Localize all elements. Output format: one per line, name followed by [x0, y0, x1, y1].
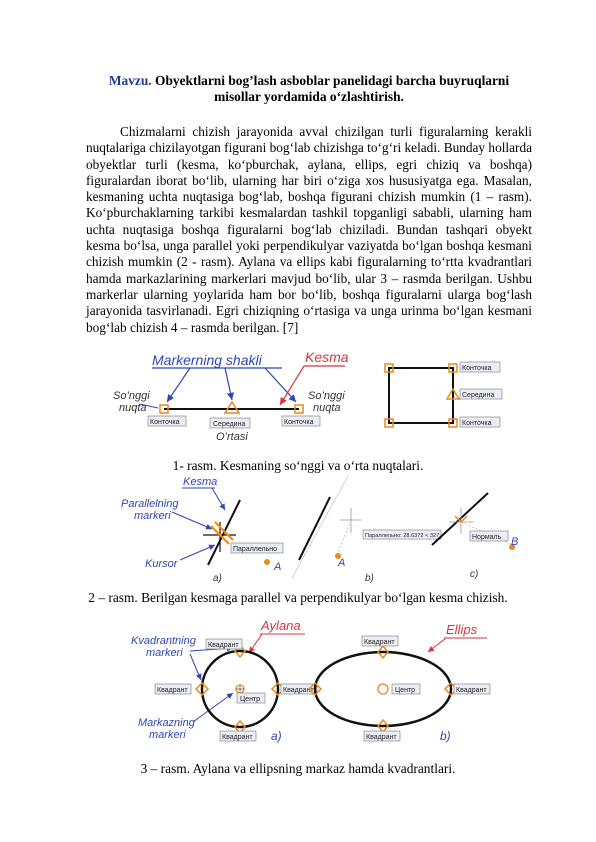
fig3-arrow: [249, 634, 262, 653]
fig2a-point-a-label: A: [274, 561, 282, 573]
fig1-endpoint-left-2: nuqta: [119, 402, 147, 414]
fig1-endpoint-right-1: So’nggi: [308, 390, 345, 402]
fig1-endpoint-right-2: nuqta: [313, 402, 341, 414]
fig2c-normal-tag-text: Нормаль: [472, 534, 502, 541]
fig2c-point-b-label: B: [511, 536, 519, 548]
fig2a-parallel-tag-text: Параллельно: [233, 546, 278, 553]
fig2b-point-a-label: A: [338, 557, 346, 569]
fig1-endpoint-tag-text: Конточка: [150, 419, 180, 426]
fig3-ellipse-center-marker: [378, 684, 388, 694]
fig3-tag-text: Квадрант: [222, 734, 253, 741]
fig2-sub-c: c): [470, 569, 479, 580]
fig3-tag-text: Центр: [240, 696, 261, 703]
fig3-ellipse-label: Ellips: [446, 622, 478, 637]
fig1-square-tag-text: Середина: [462, 392, 495, 399]
title-text: Obyektlarni bog’lash asboblar panelidagi barcha buyruqlarni misollar yordamida o‘zlashtirish.: [155, 73, 510, 104]
fig3-tag-text: Квадрант: [157, 687, 188, 694]
fig1-segment-label: Kesma: [305, 349, 349, 365]
fig3-tag-text: Квадрант: [283, 687, 314, 694]
fig2-segment-label: Kesma: [183, 476, 218, 488]
fig3-arrow: [190, 654, 201, 680]
fig3-ellipse: [315, 652, 451, 726]
fig3-arrow: [193, 693, 233, 722]
fig3-tag-text: Квадрант: [456, 687, 487, 694]
fig1-endpoint-left-1: So’nggi: [113, 390, 150, 402]
body-paragraph: Chizmalarni chizish jarayonida avval chizilgan turli figuralarning kerakli nuqtalariga chizilayotgan figurani bog‘lab chizishga to‘g‘ri keladi. Bunday hollarda obyektlar turli (kesma, ko‘pburchak, aylana, ellips, egri chiziq va boshqa) figuralardan iborat bo‘lib, ularning har biri o‘ziga xos hususiyatga ega. Masalan, kesmaning uchta nuqtasiga bog‘lab, boshqa figurani chizish mumkin (1 – rasm). Ko‘pburchaklarning tarkibi kesmalardan tashkil topganligi sababli, ularning ham uchta nuqtasiga boshqa figuralarni bog‘lab chiziladi. Bundan tashqari obyekt kesma bo‘lsa, unga parallel yoki perpendikulyar vaziyatda bo‘lgan boshqa kesmani chizish mumkin (2 - rasm). Aylana va ellips kabi figuralarning to‘rtta kvadrantlari hamda markazlarining markerlari mavjud bo‘lib, ular 3 – rasmda berilgan. Ushbu markerlar ularning yoylarida ham bor bo‘lib, boshqa figuralarni ularga bog‘lash jarayonida tasvirlanadi. Egri chiziqning o‘rtasiga va unga urinma bo‘lgan kesmani bog‘lab chizish 4 – rasmda berilgan. [7]: [86, 124, 532, 335]
fig2-cursor-label: Kursor: [145, 558, 178, 570]
fig3-tag-text: Квадрант: [208, 642, 239, 649]
fig3-sub-a: a): [271, 729, 282, 743]
fig3-quadrant-marker-1: Kvadrantning: [131, 635, 196, 647]
fig3-sub-b: b): [440, 729, 451, 743]
figure-2-caption: 2 – rasm. Berilgan kesmaga parallel va perpendikulyar bo‘lgan kesma chizish.: [88, 590, 508, 605]
fig1-middle-label: O’rtasi: [216, 431, 248, 443]
fig2-sub-a: a): [213, 573, 222, 584]
fig3-center-marker-1: Markazning: [138, 717, 195, 729]
fig1-square-tag-text: Конточка: [462, 420, 492, 427]
fig1-midpoint-tag-text: Середина: [213, 421, 246, 428]
title-keyword: Mavzu.: [108, 73, 152, 88]
fig2-parallel-marker-1: Parallelning: [121, 498, 179, 510]
fig3-tag-text: Квадрант: [364, 639, 395, 646]
fig2-sub-b: b): [365, 573, 374, 584]
fig3-circle-label: Aylana: [261, 618, 301, 633]
figure-1-caption: 1- rasm. Kesmaning so‘nggi va o‘rta nuqtalari.: [172, 458, 424, 473]
figure-3-caption: 3 – rasm. Aylana va ellipsning markaz hamda kvadrantlari.: [140, 761, 456, 776]
fig3-quadrant-marker-2: markeri: [146, 647, 183, 659]
fig2b-readout-text: Параллельно: 28.6372 < 327: [365, 533, 440, 539]
fig3-tag-text: Квадрант: [366, 734, 397, 741]
fig3-center-marker-2: markeri: [149, 729, 186, 741]
fig2-parallel-marker-2: markeri: [134, 510, 171, 522]
fig3-arrow: [428, 638, 446, 652]
fig3-tag-text: Центр: [395, 687, 416, 694]
fig1-square-tag-text: Конточка: [462, 365, 492, 372]
fig1-endpoint-tag-text: Конточка: [284, 419, 314, 426]
fig1-markers-shape-label: Markerning shakli: [152, 352, 262, 368]
